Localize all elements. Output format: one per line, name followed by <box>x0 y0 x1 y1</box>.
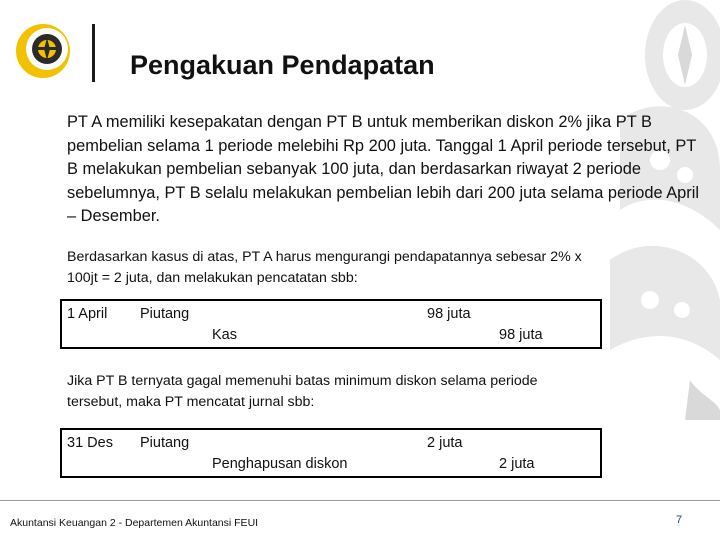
failure-condition-note: Jika PT B ternyata gagal memenuhi batas minimum diskon selama periode tersebut, maka PT mencatat jurnal sbb: <box>67 373 538 410</box>
debit-account: Piutang <box>140 435 190 451</box>
credit-account: Kas <box>212 327 237 343</box>
journal-date: 1 April <box>67 306 108 322</box>
university-logo-icon <box>14 22 72 80</box>
footer-divider <box>0 500 720 501</box>
debit-amount: 98 juta <box>427 306 471 322</box>
footer-text: Akuntansi Keuangan 2 - Departemen Akuntansi FEUI <box>10 517 259 529</box>
page-number: 7 <box>676 514 683 526</box>
journal-date: 31 Des <box>67 435 113 451</box>
credit-account: Penghapusan diskon <box>212 456 348 472</box>
header-divider <box>92 24 95 82</box>
journal-entry-2 <box>60 428 602 478</box>
credit-amount: 98 juta <box>499 327 543 343</box>
page-title: Pengakuan Pendapatan <box>130 50 435 80</box>
journal-entry-1 <box>60 299 602 349</box>
credit-amount: 2 juta <box>499 456 535 472</box>
debit-account: Piutang <box>140 306 190 322</box>
debit-amount: 2 juta <box>427 435 463 451</box>
revenue-adjustment-note: Berdasarkan kasus di atas, PT A harus mengurangi pendapatannya sebesar 2% x 100jt = 2 juta, dan melakukan pencatatan sbb: <box>67 249 582 286</box>
case-description: PT A memiliki kesepakatan dengan PT B untuk memberikan diskon 2% jika PT B pembelian selama 1 periode melebihi Rp 200 juta. Tanggal 1 April periode tersebut, PT B melakukan pembelian sebanyak 100 juta, dan berdasarkan riwayat 2 periode sebelumnya, PT B selalu melakukan pembelian lebih dari 200 juta selama periode April – Desember. <box>67 113 700 226</box>
